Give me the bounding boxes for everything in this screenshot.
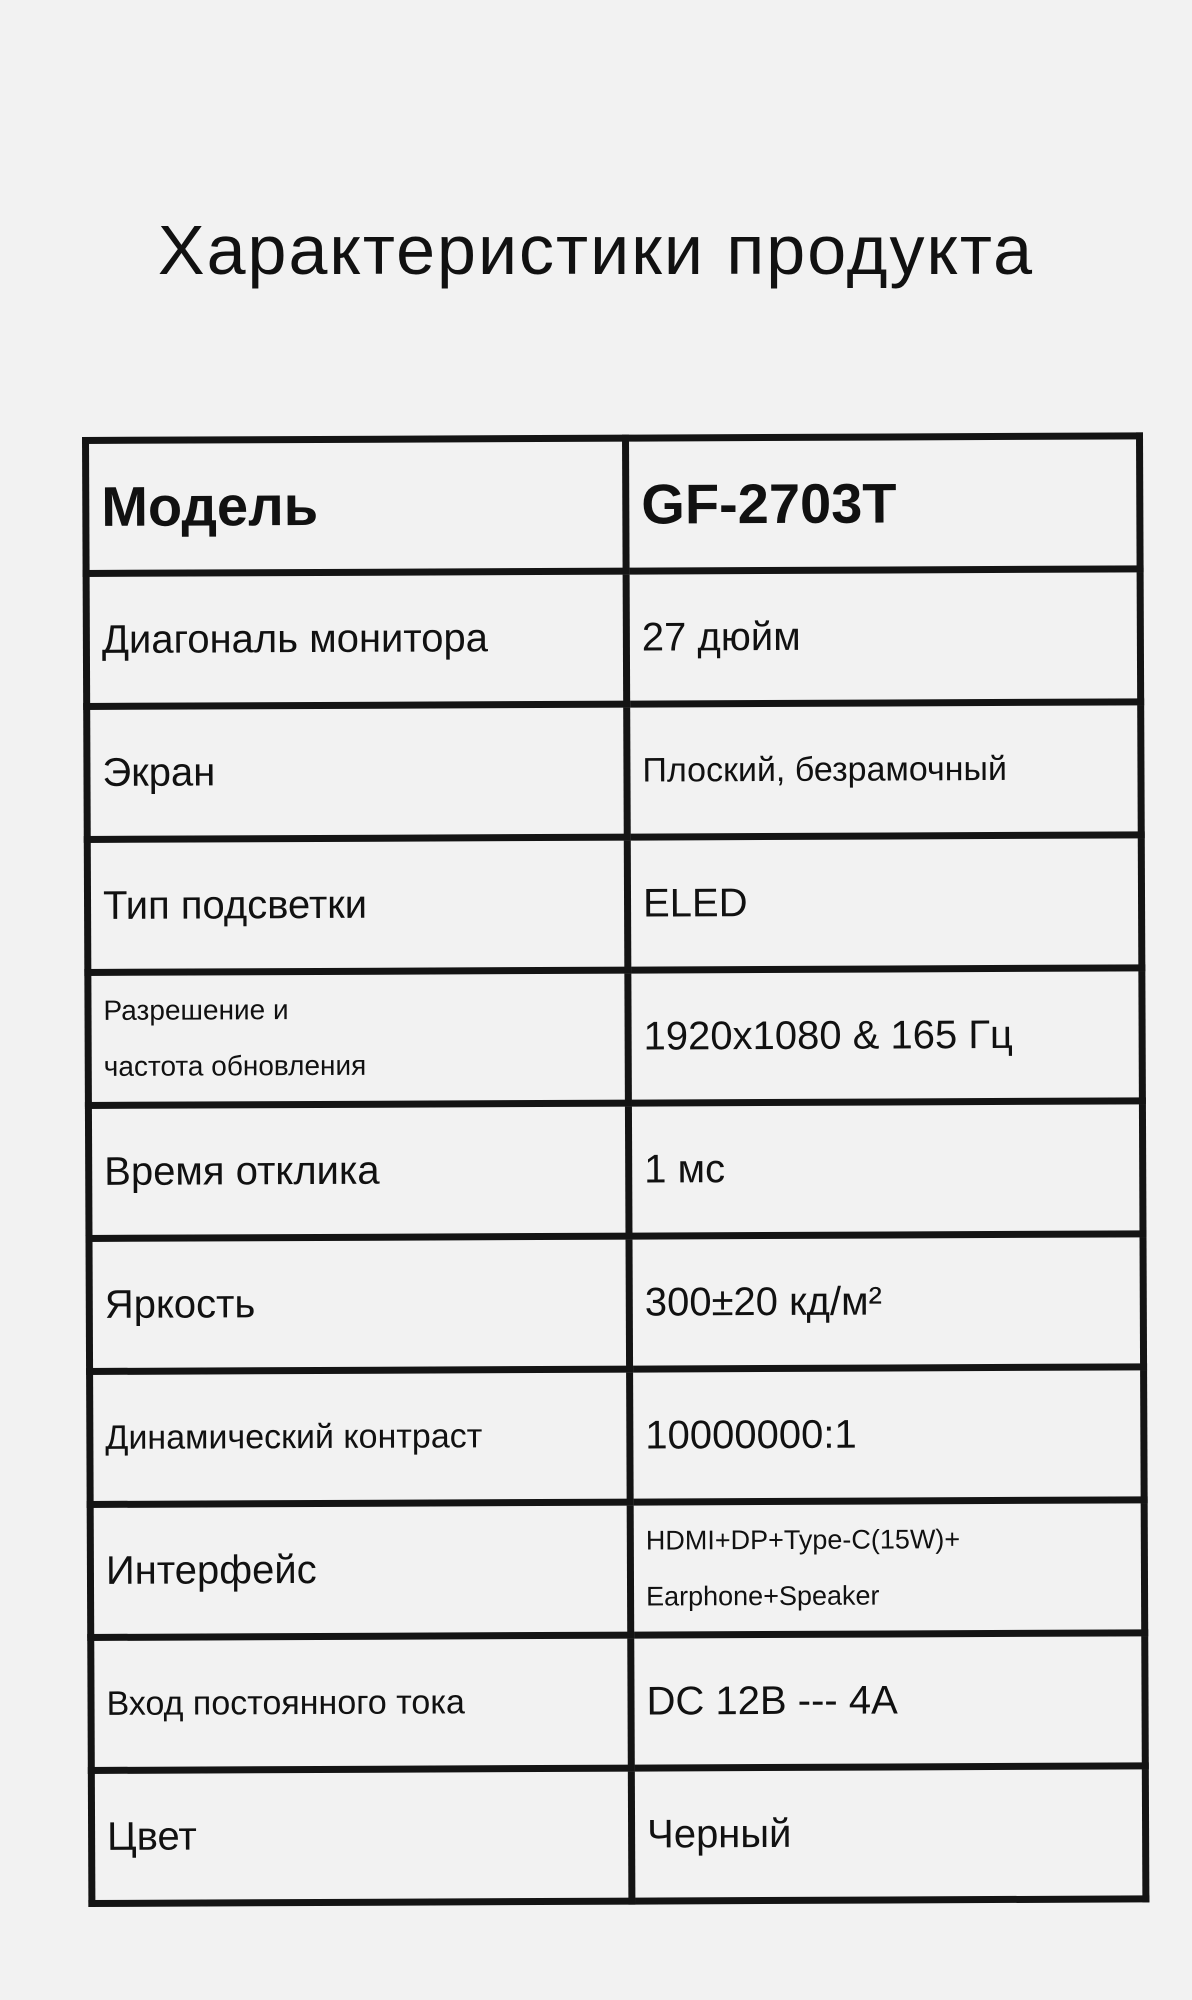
table-row bbox=[86, 569, 1141, 707]
table-row bbox=[90, 1367, 1145, 1505]
table-row bbox=[90, 1500, 1145, 1638]
spec-label: Цвет bbox=[91, 1768, 632, 1903]
spec-label: Время отклика bbox=[88, 1103, 629, 1238]
spec-label: Вход постоянного тока bbox=[91, 1635, 632, 1770]
spec-value: 300±20 кд/м² bbox=[629, 1234, 1144, 1369]
spec-label: Тип подсветки bbox=[87, 837, 628, 972]
table-row bbox=[91, 1633, 1146, 1771]
spec-value: 1 мс bbox=[628, 1101, 1143, 1236]
table-row bbox=[88, 1101, 1143, 1239]
spec-label: Интерфейс bbox=[90, 1502, 631, 1637]
spec-value: Плоский, безрамочный bbox=[627, 702, 1142, 837]
spec-label-line: Разрешение и bbox=[103, 994, 289, 1026]
spec-value: DC 12B --- 4A bbox=[631, 1633, 1146, 1768]
model-value: GF-2703T bbox=[626, 436, 1141, 571]
spec-table bbox=[82, 432, 1149, 1907]
spec-value: ELED bbox=[627, 835, 1142, 970]
spec-value: 1920x1080 & 165 Гц bbox=[628, 968, 1143, 1103]
spec-label: Яркость bbox=[89, 1236, 630, 1371]
spec-label-line: частота обновления bbox=[103, 1049, 367, 1082]
spec-label: Экран bbox=[87, 704, 628, 839]
table-row-model bbox=[86, 436, 1141, 574]
page-title: Характеристики продукта bbox=[157, 211, 1035, 289]
spec-value bbox=[630, 1500, 1145, 1635]
spec-value: 10000000:1 bbox=[630, 1367, 1145, 1502]
spec-label bbox=[88, 970, 629, 1105]
spec-value-line: Earphone+Speaker bbox=[645, 1580, 880, 1612]
table-row bbox=[89, 1234, 1144, 1372]
spec-label: Динамический контраст bbox=[90, 1369, 631, 1504]
spec-value: Черный bbox=[631, 1766, 1146, 1901]
spec-value-line: HDMI+DP+Type-C(15W)+ bbox=[645, 1524, 961, 1556]
table-row bbox=[87, 702, 1142, 840]
table-row bbox=[88, 968, 1143, 1106]
model-label: Модель bbox=[86, 438, 627, 573]
spec-label: Диагональ монитора bbox=[86, 571, 627, 706]
table-row bbox=[87, 835, 1142, 973]
spec-value: 27 дюйм bbox=[626, 569, 1141, 704]
table-row bbox=[91, 1766, 1146, 1904]
